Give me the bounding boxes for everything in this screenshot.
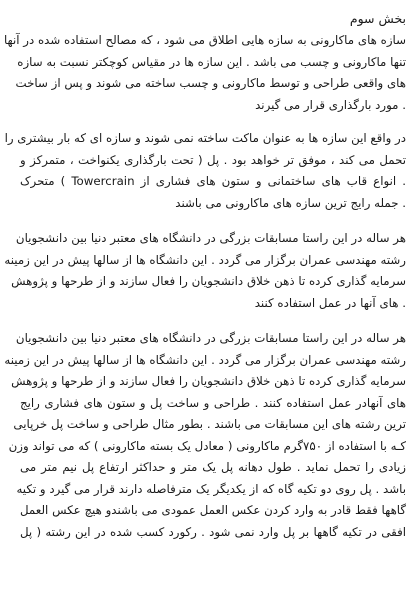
paragraph-line: های واقعی طراحی و توسط ماکارونی و چسب ساخته می شوند و پس از ساخت <box>15 76 406 90</box>
paragraph-line: سرمایه گذاری کرده تا ذهن خلاق دانشجویان را فعال سازند و از طرحها و پژوهش <box>11 374 406 388</box>
paragraph-2 <box>4 128 406 214</box>
paragraph-spacer <box>20 116 406 128</box>
paragraph-line: زیادی را تحمل نماید . طول دهانه پل یک متر و حداکثر ارتفاع پل نیم متر می <box>20 460 406 474</box>
paragraph-4 <box>4 328 406 543</box>
paragraph-3 <box>4 228 406 314</box>
paragraph-line: . انواع قاب های ساختمانی و ستون های فشاری از Towercrain ) متحرک <box>20 174 406 188</box>
paragraph-line: گاهها فقط قادر به وارد کردن عکس العمل عمودی می باشندو هیچ عکس العمل <box>20 503 406 517</box>
paragraph-line: . مورد بارگذاری قرار می گیرند <box>255 97 406 112</box>
paragraph-line: هر ساله در این راستا مسابقات بزرگی در دانشگاه های معتبر دنیا بین دانشجویان <box>15 231 406 245</box>
paragraph-line: ترین رشته های این مسابقات می باشند . بطور مثال طراحی و ساخت پل خرپایی <box>13 417 406 431</box>
paragraph-line: در واقع این سازه ها به عنوان ماکت ساخته نمی شوند و سازه ای که بار بیشتری را <box>4 131 406 145</box>
paragraph-line: سازه های ماکارونی به سازه هایی اطلاق می شود ، که مصالح استفاده شده در آنها <box>3 33 406 47</box>
section-title: بخش سوم <box>349 11 406 26</box>
paragraph-line: هر ساله در این راستا مسابقات بزرگی در دانشگاه های معتبر دنیا بین دانشجویان <box>15 331 406 345</box>
paragraph-spacer <box>20 314 406 328</box>
paragraph-line: کـه با استفاده از ۷۵۰گرم ماکارونی ( معادل یک بسته ماکارونی ) که می تواند وزن <box>8 438 406 453</box>
paragraph-line: رشته مهندسی عمران برگزار می گردد . این دانشگاه ها از سالها پیش در این زمینه <box>4 252 406 267</box>
paragraph-line: . جمله رایج ترین سازه های ماکارونی می باشند <box>175 195 406 210</box>
paragraph-line: های آنهادر عمل استفاده کنند . طراحی و ساخت پل و ستون های فشاری رایج <box>20 395 406 410</box>
paragraph-line: باشد . پل روی دو تکیه گاه که از یکدیگر یک مترفاصله دارند قرار می گیرد و تکیه <box>16 481 406 496</box>
paragraph-line: سرمایه گذاری کرده تا ذهن خلاق دانشجویان را فعال سازند و از طرحها و پژوهش <box>11 274 406 288</box>
paragraph-line: افقی در تکیه گاهها بر پل وارد نمی شود . رکورد کسب شده در این رشته ( پل <box>20 524 406 539</box>
paragraph-line: . های آنها در عمل استفاده کنند <box>254 295 406 310</box>
paragraph-spacer <box>20 214 406 228</box>
paragraph-line: رشته مهندسی عمران برگزار می گردد . این دانشگاه ها از سالها پیش در این زمینه <box>4 352 406 367</box>
paragraph-1 <box>3 30 406 116</box>
paragraph-line: تنها ماکارونی و چسب می باشد . این سازه ها در مقیاس کوچکتر نسبت به سازه <box>17 54 406 69</box>
paragraph-line: تحمل می کند ، موفق تر خواهد بود . پل ( تحت بارگذاری یکنواخت ، متمرکز و <box>20 152 406 167</box>
